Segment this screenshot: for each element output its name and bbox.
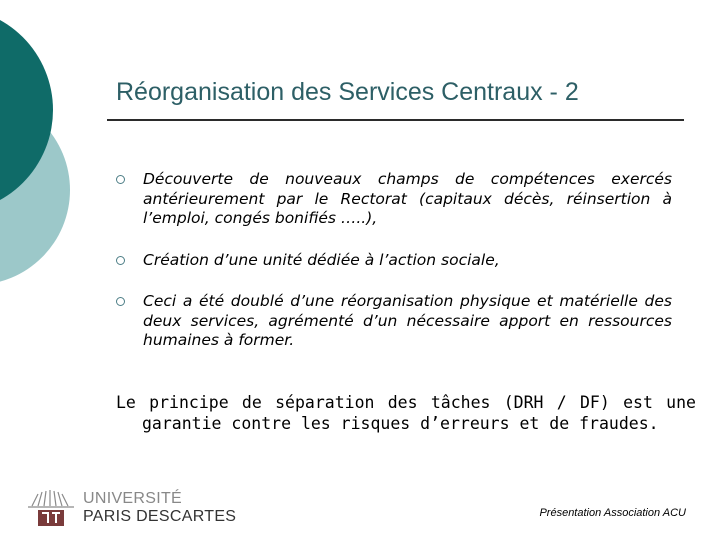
bullet-circle-icon [116, 175, 125, 184]
bullet-item [116, 292, 672, 351]
bullet-list [116, 170, 672, 373]
bullet-text: Création d’une unité dédiée à l’action sociale, [143, 250, 500, 269]
bullet-circle-icon [116, 297, 125, 306]
bullet-text: Ceci a été doublé d’une réorganisation physique et matérielle des deux services, agrémenté d’un nécessaire apport en ressources humaines à former. [143, 292, 672, 349]
slide-title: Réorganisation des Services Centraux - 2 [116, 78, 579, 106]
title-underline [107, 119, 684, 121]
summary-paragraph: Le principe de séparation des tâches (DRH / DF) est une garantie contre les risques d’erreurs et de fraudes. [116, 393, 696, 433]
decorative-circles [0, 0, 80, 300]
bullet-text: Découverte de nouveaux champs de compétences exercés antérieurement par le Rectorat (capitaux décès, réinsertion à l’emploi, congés bonifiés …..), [143, 170, 672, 227]
university-logo [26, 488, 237, 528]
bullet-item [116, 170, 672, 229]
logo-text-line1: UNIVERSITÉ [83, 490, 183, 507]
bullet-item [116, 251, 672, 271]
footer-credit: Présentation Association ACU [539, 507, 686, 519]
logo-emblem-icon [26, 488, 78, 528]
bullet-circle-icon [116, 256, 125, 265]
logo-text-line2: PARIS DESCARTES [83, 508, 237, 525]
